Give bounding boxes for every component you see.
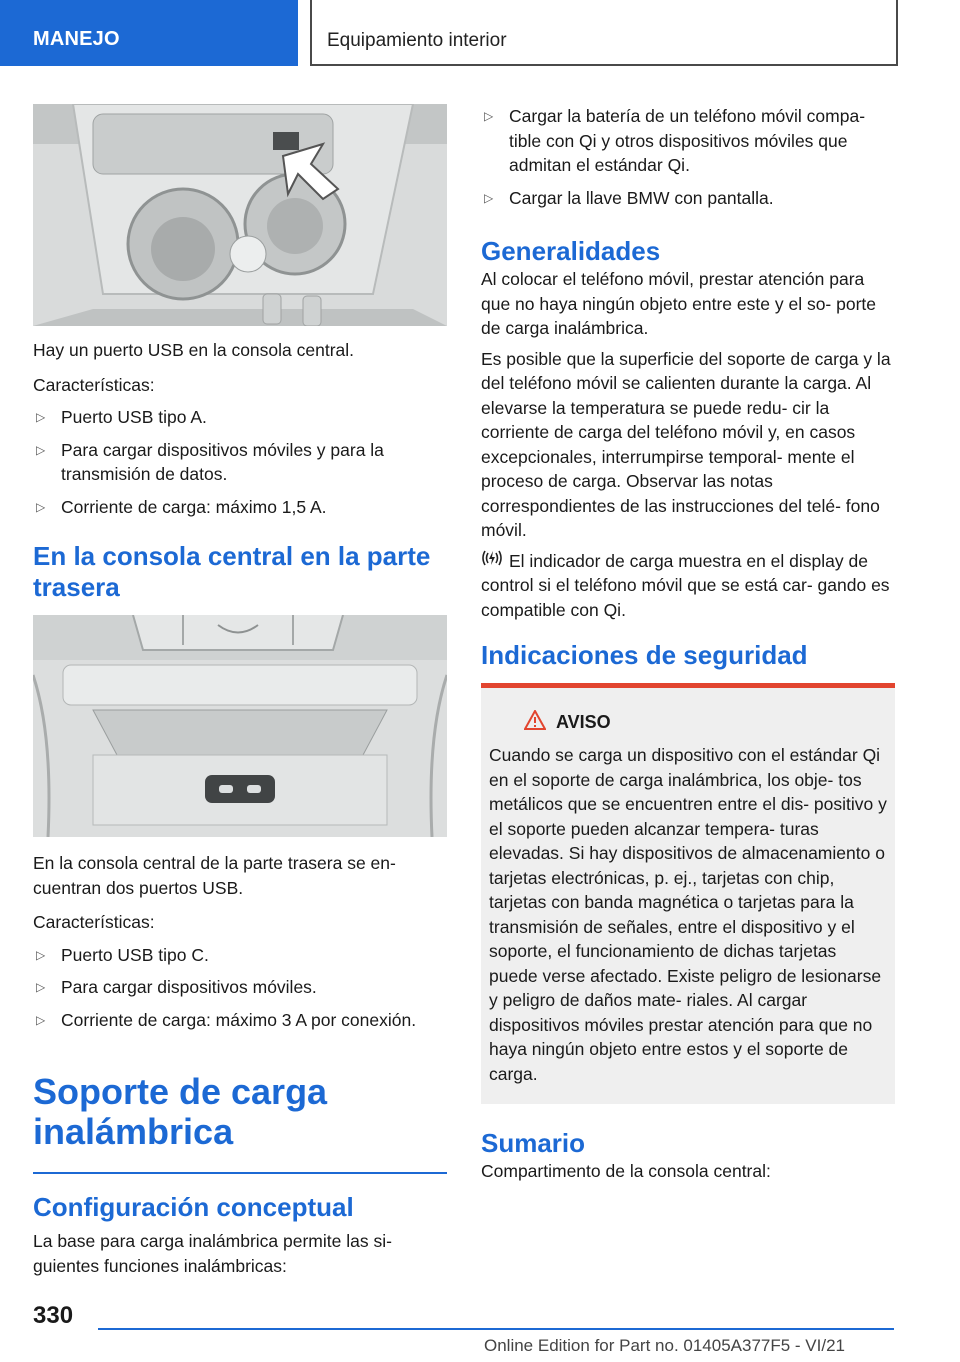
usb-front-intro: Hay un puerto USB en la consola central.	[33, 340, 355, 360]
section-tab	[0, 0, 298, 66]
safety-heading: Indicaciones de seguridad	[481, 640, 808, 670]
triangle-bullet-icon: ▷	[484, 190, 494, 205]
triangle-bullet-icon: ▷	[484, 109, 494, 123]
concept-heading: Configuración conceptual	[33, 1192, 354, 1222]
subsection-tab	[310, 0, 898, 66]
triangle-bullet-icon: ▷	[36, 499, 46, 514]
list-item: ▷ Corriente de carga: máximo 1,5 A.	[33, 495, 447, 520]
concept-text: La base para carga inalámbrica permite las si‐ guientes funciones inalámbricas:	[33, 1231, 392, 1276]
list-item: ▷ Corriente de carga: máximo 3 A por conexión.	[33, 1008, 447, 1033]
usb-rear-intro: En la consola central de la parte trasera se en‐ cuentran dos puertos USB.	[33, 853, 396, 898]
triangle-bullet-icon: ▷	[36, 980, 46, 994]
warning-text: Cuando se carga un dispositivo con el estándar Qi en el soporte de carga inalámbrica, los obje‐ tos metálicos que se encuentren entre el dis‐ positivo y el soporte pueden alcanzar tempera‐ turas elevadas. Si hay dispositivos de almacenamiento o tarjetas electrónicas, p. ej., tarjetas con chip, tarjetas con banda magnética o tarjetas para la transmisión de señales, entre el dispositivo y el soporte, el funcionamiento de dichas tarjetas puede verse afectado. Existe peligro de lesionarse y peligro de daños mate‐ riales. Al cargar dispositivos móviles prestar atención para que no haya ningún objeto entre estos y el soporte de carga.	[489, 745, 887, 1084]
list-item: ▷ Para cargar dispositivos móviles.	[33, 975, 447, 1000]
page-number: 330	[33, 1302, 74, 1329]
page-header	[0, 0, 960, 66]
triangle-bullet-icon: ▷	[36, 1012, 46, 1027]
general-text-1: Al colocar el teléfono móvil, prestar atención para que no haya ningún objeto entre este y el so‐ porte de carga inalámbrica.	[481, 269, 876, 338]
summary-heading: Sumario	[481, 1128, 586, 1158]
warning-box	[481, 683, 895, 1104]
list-item: ▷ Para cargar dispositivos móviles y para la transmisión de datos.	[36, 439, 384, 484]
features-label: Características:	[33, 374, 155, 395]
list-item: ▷ Cargar la llave BMW con pantalla.	[481, 186, 895, 211]
left-column	[33, 104, 447, 1278]
wireless-charging-title: Soporte de carga inalámbrica	[33, 1071, 328, 1152]
general-text-2: Es posible que la superficie del soporte de carga y la del teléfono móvil se calienten durante la carga. Al elevarse la temperatura se puede redu‐ cir la corriente de carga del teléfono móvil y, en casos excepcionales, interrumpirse temporal‐ mente el proceso de carga. Observar las notas correspondientes de las instrucciones del telé‐ fono móvil.	[481, 348, 891, 540]
section-title: MANEJO	[33, 28, 120, 50]
warning-title: AVISO	[489, 710, 887, 735]
subsection-title: Equipamiento interior	[327, 30, 507, 51]
features-label-rear: Características:	[33, 912, 155, 932]
triangle-bullet-icon: ▷	[36, 947, 46, 962]
triangle-bullet-icon: ▷	[36, 410, 46, 424]
edition-note: Online Edition for Part no. 01405A377F5 - VI/21	[484, 1336, 846, 1355]
charging-indicator-text: El indicador de carga muestra en el display de control si el teléfono móvil que se está car‐ gando es compatible con Qi.	[481, 550, 890, 620]
list-item: ▷ Puerto USB tipo C.	[33, 943, 447, 968]
list-item: ▷ Cargar la batería de un teléfono móvil compa‐ tible con Qi y otros dispositivos móviles que admitan el estándar Qi.	[484, 106, 866, 175]
front-console-usb-photo	[33, 104, 447, 326]
rear-console-heading: En la consola central en la parte trasera	[33, 541, 431, 602]
summary-text: Compartimento de la consola central:	[481, 1161, 771, 1181]
warning-triangle-icon	[524, 710, 546, 735]
list-item: ▷ Puerto USB tipo A.	[33, 405, 447, 430]
right-column	[481, 104, 895, 1184]
wireless-charging-icon	[481, 549, 503, 574]
rear-console-usb-photo	[33, 615, 447, 837]
general-heading: Generalidades	[481, 236, 661, 266]
triangle-bullet-icon: ▷	[36, 442, 46, 457]
footer-divider	[98, 1328, 894, 1330]
